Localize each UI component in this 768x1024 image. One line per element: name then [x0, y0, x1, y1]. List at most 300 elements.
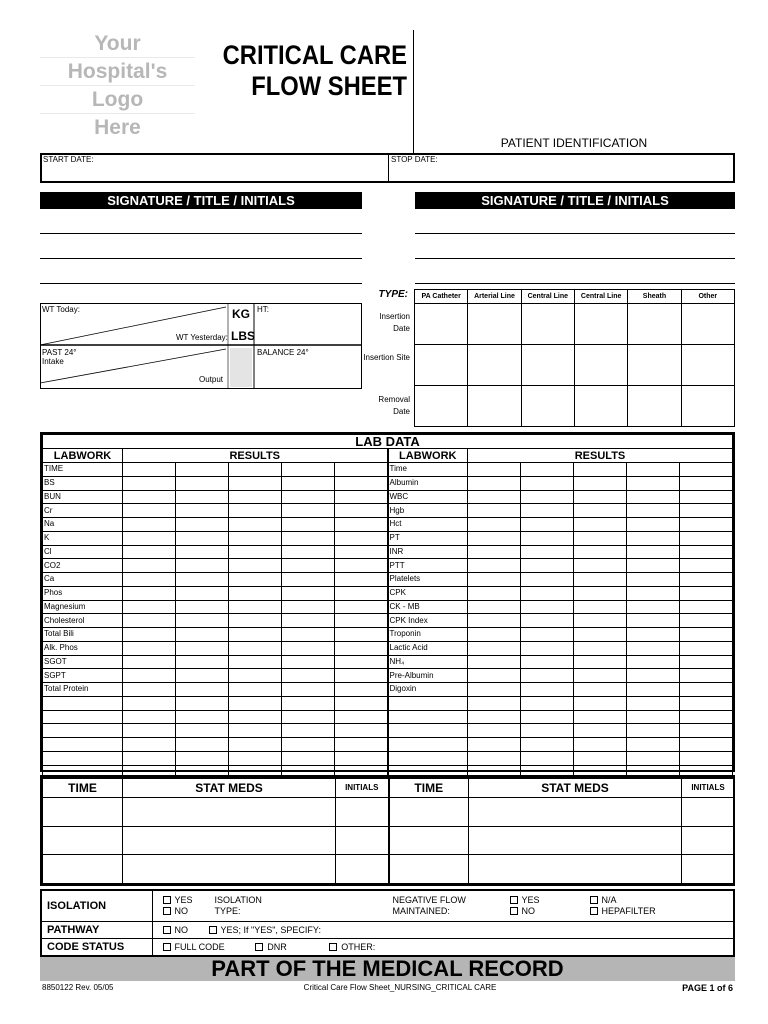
lab-result-cell[interactable]	[176, 655, 229, 669]
lab-result-cell[interactable]	[335, 545, 388, 559]
lab-result-cell[interactable]	[123, 504, 176, 518]
lab-item-label: SGOT	[43, 655, 123, 669]
lab-result-cell[interactable]	[521, 641, 574, 655]
lab-result-cell[interactable]	[468, 490, 521, 504]
lab-result-cell[interactable]	[335, 476, 388, 490]
dnr-option[interactable]: DNR	[255, 942, 287, 952]
lab-result-cell[interactable]	[468, 545, 521, 559]
labwork-header: LABWORK	[43, 449, 123, 463]
hospital-logo-placeholder	[40, 30, 195, 142]
stat-meds-header: STAT MEDS	[123, 778, 336, 798]
lab-result-cell[interactable]	[282, 490, 335, 504]
lab-result-cell[interactable]	[176, 573, 229, 587]
lab-result-cell[interactable]	[176, 710, 229, 724]
lab-result-cell[interactable]	[468, 751, 521, 765]
lab-result-cell[interactable]	[627, 531, 680, 545]
lab-result-cell[interactable]	[521, 710, 574, 724]
lab-result-cell[interactable]	[468, 518, 521, 532]
lab-item-label	[388, 696, 468, 710]
lab-result-cell[interactable]	[282, 545, 335, 559]
lab-result-cell[interactable]	[574, 724, 627, 738]
lab-result-cell[interactable]	[176, 600, 229, 614]
lab-result-cell[interactable]	[680, 628, 733, 642]
lab-result-cell[interactable]	[282, 600, 335, 614]
wt-today-label: WT Today:	[42, 305, 80, 314]
checkbox-icon[interactable]	[163, 943, 171, 951]
lab-result-cell[interactable]	[176, 463, 229, 477]
lab-item-label: Magnesium	[43, 600, 123, 614]
lab-result-cell[interactable]	[123, 518, 176, 532]
lab-result-cell[interactable]	[282, 724, 335, 738]
lab-result-cell[interactable]	[627, 614, 680, 628]
lab-result-cell[interactable]	[521, 463, 574, 477]
lab-result-cell[interactable]	[468, 669, 521, 683]
lab-result-cell[interactable]	[521, 559, 574, 573]
lab-result-cell[interactable]	[468, 559, 521, 573]
lab-result-cell[interactable]	[627, 463, 680, 477]
lab-item-label: SGPT	[43, 669, 123, 683]
lab-item-label: CK - MB	[388, 600, 468, 614]
lab-result-cell[interactable]	[282, 614, 335, 628]
lab-result-cell[interactable]	[335, 531, 388, 545]
negative-flow-no-option[interactable]: NO	[510, 906, 536, 917]
lab-row	[43, 559, 733, 573]
lab-item-label: Cr	[43, 504, 123, 518]
lab-result-cell[interactable]	[680, 476, 733, 490]
lab-result-cell[interactable]	[123, 751, 176, 765]
lab-result-cell[interactable]	[521, 655, 574, 669]
lab-result-cell[interactable]	[335, 586, 388, 600]
lab-result-cell[interactable]	[468, 600, 521, 614]
lab-result-cell[interactable]	[680, 655, 733, 669]
isolation-no-option[interactable]: NO	[163, 906, 189, 917]
lab-item-label: Ca	[43, 573, 123, 587]
lab-result-cell[interactable]	[574, 586, 627, 600]
lab-result-cell[interactable]	[282, 586, 335, 600]
lab-result-cell[interactable]	[176, 628, 229, 642]
lab-result-cell[interactable]	[229, 573, 282, 587]
lab-item-label: PT	[388, 531, 468, 545]
lab-result-cell[interactable]	[335, 518, 388, 532]
checkbox-icon[interactable]	[329, 943, 337, 951]
lab-result-cell[interactable]	[627, 738, 680, 752]
lab-result-cell[interactable]	[521, 669, 574, 683]
lab-result-cell[interactable]	[229, 696, 282, 710]
lab-result-cell[interactable]	[627, 751, 680, 765]
lab-result-cell[interactable]	[574, 683, 627, 697]
lab-result-cell[interactable]	[335, 751, 388, 765]
stat-meds-header: STAT MEDS	[469, 778, 682, 798]
isolation-yes-option[interactable]: YES	[163, 895, 193, 906]
negative-flow-yes-option[interactable]: YES	[510, 895, 540, 906]
lab-row	[43, 518, 733, 532]
lab-result-cell[interactable]	[282, 710, 335, 724]
checkbox-icon[interactable]	[510, 907, 518, 915]
lab-result-cell[interactable]	[627, 655, 680, 669]
lab-result-cell[interactable]	[521, 573, 574, 587]
lab-result-cell[interactable]	[229, 476, 282, 490]
lab-result-cell[interactable]	[521, 545, 574, 559]
lab-result-cell[interactable]	[574, 655, 627, 669]
lab-result-cell[interactable]	[123, 463, 176, 477]
lab-result-cell[interactable]	[282, 669, 335, 683]
lab-result-cell[interactable]	[627, 600, 680, 614]
lab-result-cell[interactable]	[229, 545, 282, 559]
lab-result-cell[interactable]	[627, 490, 680, 504]
lab-result-cell[interactable]	[229, 655, 282, 669]
lab-result-cell[interactable]	[574, 531, 627, 545]
lab-result-cell[interactable]	[229, 518, 282, 532]
lab-result-cell[interactable]	[680, 573, 733, 587]
signature-line[interactable]	[40, 258, 362, 259]
lab-result-cell[interactable]	[335, 696, 388, 710]
lab-result-cell[interactable]	[468, 463, 521, 477]
lab-result-cell[interactable]	[627, 696, 680, 710]
lab-result-cell[interactable]	[627, 586, 680, 600]
lab-result-cell[interactable]	[680, 559, 733, 573]
dates-box	[40, 153, 735, 183]
checkbox-icon[interactable]	[255, 943, 263, 951]
lab-result-cell[interactable]	[574, 573, 627, 587]
lab-result-cell[interactable]	[282, 628, 335, 642]
lab-result-cell[interactable]	[335, 669, 388, 683]
device-col-central-line-2: Central Line	[574, 290, 627, 304]
lab-result-cell[interactable]	[335, 655, 388, 669]
lab-item-label: WBC	[388, 490, 468, 504]
lab-result-cell[interactable]	[627, 710, 680, 724]
lab-result-cell[interactable]	[468, 628, 521, 642]
lab-row	[43, 490, 733, 504]
lab-result-cell[interactable]	[680, 710, 733, 724]
lab-result-cell[interactable]	[123, 545, 176, 559]
lab-result-cell[interactable]	[282, 463, 335, 477]
lab-result-cell[interactable]	[282, 641, 335, 655]
lab-result-cell[interactable]	[123, 710, 176, 724]
kg-unit: KG	[232, 307, 250, 321]
lab-result-cell[interactable]	[123, 683, 176, 697]
lab-result-cell[interactable]	[229, 751, 282, 765]
lab-row	[43, 710, 733, 724]
lbs-unit: LBS	[231, 329, 255, 343]
lab-result-cell[interactable]	[574, 669, 627, 683]
lab-result-cell[interactable]	[123, 628, 176, 642]
lab-result-cell[interactable]	[176, 504, 229, 518]
lab-result-cell[interactable]	[282, 573, 335, 587]
lab-result-cell[interactable]	[680, 600, 733, 614]
lab-result-cell[interactable]	[574, 559, 627, 573]
lab-result-cell[interactable]	[680, 545, 733, 559]
lab-row	[43, 751, 733, 765]
lab-result-cell[interactable]	[123, 614, 176, 628]
lab-result-cell[interactable]	[521, 504, 574, 518]
start-date-field[interactable]: START DATE:	[43, 155, 94, 164]
lab-result-cell[interactable]	[282, 559, 335, 573]
lab-result-cell[interactable]	[521, 586, 574, 600]
lab-result-cell[interactable]	[176, 696, 229, 710]
lab-result-cell[interactable]	[229, 710, 282, 724]
lab-result-cell[interactable]	[468, 573, 521, 587]
lab-result-cell[interactable]	[468, 655, 521, 669]
lab-result-cell[interactable]	[123, 738, 176, 752]
lab-result-cell[interactable]	[521, 476, 574, 490]
lab-result-cell[interactable]	[521, 490, 574, 504]
checkbox-icon[interactable]	[163, 907, 171, 915]
lab-result-cell[interactable]	[229, 586, 282, 600]
device-col-central-line: Central Line	[521, 290, 574, 304]
lab-result-cell[interactable]	[176, 490, 229, 504]
lab-result-cell[interactable]	[680, 518, 733, 532]
lab-result-cell[interactable]	[680, 504, 733, 518]
lab-result-cell[interactable]	[574, 518, 627, 532]
lab-result-cell[interactable]	[123, 586, 176, 600]
lab-result-cell[interactable]	[468, 476, 521, 490]
lab-result-cell[interactable]	[335, 628, 388, 642]
checkbox-icon[interactable]	[510, 896, 518, 904]
checkbox-icon[interactable]	[590, 907, 598, 915]
lab-item-label: Cholesterol	[43, 614, 123, 628]
lab-result-cell[interactable]	[176, 586, 229, 600]
lab-result-cell[interactable]	[282, 655, 335, 669]
results-header: RESULTS	[468, 449, 733, 463]
lab-result-cell[interactable]	[335, 641, 388, 655]
lab-result-cell[interactable]	[468, 683, 521, 697]
lab-result-cell[interactable]	[521, 683, 574, 697]
lab-row	[43, 683, 733, 697]
signature-line[interactable]	[415, 233, 735, 234]
past24-label: PAST 24°	[42, 348, 77, 357]
lab-result-cell[interactable]	[574, 628, 627, 642]
pathway-label: PATHWAY	[42, 921, 152, 938]
lab-result-cell[interactable]	[521, 724, 574, 738]
lab-result-cell[interactable]	[229, 641, 282, 655]
lab-result-cell[interactable]	[627, 518, 680, 532]
lab-result-cell[interactable]	[229, 490, 282, 504]
lab-row	[43, 531, 733, 545]
lab-result-cell[interactable]	[176, 559, 229, 573]
lab-result-cell[interactable]	[468, 724, 521, 738]
wt-yesterday-label: WT Yesterday:	[176, 333, 228, 342]
lab-result-cell[interactable]	[176, 724, 229, 738]
checkbox-icon[interactable]	[163, 926, 171, 934]
lab-result-cell[interactable]	[521, 614, 574, 628]
lab-result-cell[interactable]	[574, 751, 627, 765]
lab-result-cell[interactable]	[468, 710, 521, 724]
lab-result-cell[interactable]	[123, 476, 176, 490]
lab-result-cell[interactable]	[680, 683, 733, 697]
lab-row	[43, 641, 733, 655]
pathway-yes-option[interactable]: YES; If "YES", SPECIFY:	[209, 925, 321, 935]
lab-result-cell[interactable]	[229, 669, 282, 683]
lab-item-label: CPK Index	[388, 614, 468, 628]
lab-result-cell[interactable]	[574, 710, 627, 724]
lab-result-cell[interactable]	[229, 614, 282, 628]
lab-result-cell[interactable]	[468, 586, 521, 600]
lab-result-cell[interactable]	[176, 476, 229, 490]
lab-result-cell[interactable]	[468, 696, 521, 710]
title-line-2: FLOW SHEET	[251, 71, 407, 101]
lab-result-cell[interactable]	[627, 504, 680, 518]
lab-result-cell[interactable]	[229, 724, 282, 738]
lab-result-cell[interactable]	[229, 559, 282, 573]
lab-item-label: TIME	[43, 463, 123, 477]
lab-result-cell[interactable]	[176, 683, 229, 697]
lab-result-cell[interactable]	[680, 738, 733, 752]
full-code-option[interactable]: FULL CODE	[163, 942, 225, 952]
lab-result-cell[interactable]	[229, 600, 282, 614]
lab-item-label: CO2	[43, 559, 123, 573]
lab-result-cell[interactable]	[574, 490, 627, 504]
lab-result-cell[interactable]	[123, 724, 176, 738]
lab-result-cell[interactable]	[335, 614, 388, 628]
stat-initials-header: INITIALS	[682, 778, 735, 798]
lab-result-cell[interactable]	[282, 738, 335, 752]
form-title	[220, 40, 407, 102]
lab-result-cell[interactable]	[176, 738, 229, 752]
lab-result-cell[interactable]	[521, 518, 574, 532]
isolation-label: ISOLATION	[42, 891, 152, 921]
lab-result-cell[interactable]	[123, 531, 176, 545]
results-header: RESULTS	[123, 449, 388, 463]
page-number: PAGE 1 of 6	[682, 983, 733, 993]
signature-line[interactable]	[415, 283, 735, 284]
lab-result-cell[interactable]	[521, 751, 574, 765]
lab-result-cell[interactable]	[335, 463, 388, 477]
lab-result-cell[interactable]	[176, 614, 229, 628]
lab-item-label	[43, 696, 123, 710]
lab-result-cell[interactable]	[123, 641, 176, 655]
lab-result-cell[interactable]	[574, 545, 627, 559]
lab-result-cell[interactable]	[176, 669, 229, 683]
lab-result-cell[interactable]	[521, 696, 574, 710]
lab-result-cell[interactable]	[176, 641, 229, 655]
lab-result-cell[interactable]	[627, 641, 680, 655]
lab-result-cell[interactable]	[627, 573, 680, 587]
lab-result-cell[interactable]	[176, 545, 229, 559]
lab-result-cell[interactable]	[574, 614, 627, 628]
checkbox-icon[interactable]	[590, 896, 598, 904]
lab-result-cell[interactable]	[627, 628, 680, 642]
pathway-no-option[interactable]: NO	[163, 925, 189, 935]
lab-result-cell[interactable]	[680, 696, 733, 710]
lab-result-cell[interactable]	[627, 476, 680, 490]
stat-time-header: TIME	[389, 778, 469, 798]
lab-result-cell[interactable]	[468, 504, 521, 518]
lab-result-cell[interactable]	[627, 545, 680, 559]
lab-result-cell[interactable]	[335, 490, 388, 504]
lab-result-cell[interactable]	[176, 751, 229, 765]
lab-result-cell[interactable]	[627, 559, 680, 573]
lab-result-cell[interactable]	[229, 628, 282, 642]
lab-result-cell[interactable]	[282, 531, 335, 545]
stop-date-field[interactable]: STOP DATE:	[391, 155, 438, 164]
checkbox-icon[interactable]	[209, 926, 217, 934]
lab-result-cell[interactable]	[335, 573, 388, 587]
lab-data-title: LAB DATA	[43, 435, 733, 449]
lab-result-cell[interactable]	[680, 586, 733, 600]
lab-result-cell[interactable]	[627, 669, 680, 683]
lab-result-cell[interactable]	[123, 669, 176, 683]
lab-result-cell[interactable]	[680, 614, 733, 628]
lab-data-table	[42, 434, 733, 779]
lab-result-cell[interactable]	[680, 751, 733, 765]
lab-result-cell[interactable]	[468, 531, 521, 545]
lab-result-cell[interactable]	[574, 600, 627, 614]
lab-result-cell[interactable]	[229, 531, 282, 545]
lab-result-cell[interactable]	[574, 738, 627, 752]
lab-result-cell[interactable]	[521, 628, 574, 642]
lab-result-cell[interactable]	[123, 600, 176, 614]
patient-identification-label: PATIENT IDENTIFICATION	[500, 136, 648, 150]
lab-result-cell[interactable]	[680, 490, 733, 504]
other-option[interactable]: OTHER:	[329, 942, 375, 952]
lab-result-cell[interactable]	[335, 738, 388, 752]
stat-row	[43, 798, 735, 827]
lab-result-cell[interactable]	[680, 531, 733, 545]
lab-result-cell[interactable]	[123, 559, 176, 573]
lab-result-cell[interactable]	[521, 531, 574, 545]
lab-result-cell[interactable]	[680, 724, 733, 738]
lab-result-cell[interactable]	[468, 641, 521, 655]
lab-result-cell[interactable]	[680, 641, 733, 655]
status-table	[42, 891, 733, 955]
lab-result-cell[interactable]	[574, 476, 627, 490]
hepafilter-option[interactable]: HEPAFILTER	[590, 906, 656, 917]
lab-result-cell[interactable]	[627, 724, 680, 738]
lab-result-cell[interactable]	[229, 463, 282, 477]
checkbox-icon[interactable]	[163, 896, 171, 904]
lab-result-cell[interactable]	[282, 518, 335, 532]
lab-result-cell[interactable]	[574, 463, 627, 477]
lab-result-cell[interactable]	[282, 696, 335, 710]
lab-result-cell[interactable]	[680, 463, 733, 477]
lab-result-cell[interactable]	[176, 531, 229, 545]
lab-result-cell[interactable]	[123, 573, 176, 587]
lab-result-cell[interactable]	[335, 683, 388, 697]
lab-result-cell[interactable]	[229, 504, 282, 518]
lab-result-cell[interactable]	[123, 490, 176, 504]
lab-result-cell[interactable]	[229, 683, 282, 697]
na-option[interactable]: N/A	[590, 895, 617, 906]
lab-result-cell[interactable]	[521, 738, 574, 752]
lab-result-cell[interactable]	[468, 614, 521, 628]
lab-result-cell[interactable]	[468, 738, 521, 752]
lab-result-cell[interactable]	[574, 504, 627, 518]
lab-result-cell[interactable]	[680, 669, 733, 683]
lab-result-cell[interactable]	[627, 683, 680, 697]
lab-result-cell[interactable]	[282, 751, 335, 765]
lab-result-cell[interactable]	[335, 724, 388, 738]
lab-result-cell[interactable]	[335, 559, 388, 573]
lab-item-label: INR	[388, 545, 468, 559]
lab-result-cell[interactable]	[282, 476, 335, 490]
signature-line[interactable]	[40, 283, 362, 284]
lab-result-cell[interactable]	[335, 600, 388, 614]
lab-result-cell[interactable]	[229, 738, 282, 752]
lab-result-cell[interactable]	[176, 518, 229, 532]
lab-result-cell[interactable]	[574, 641, 627, 655]
lab-result-cell[interactable]	[123, 655, 176, 669]
lab-result-cell[interactable]	[521, 600, 574, 614]
lab-result-cell[interactable]	[282, 683, 335, 697]
lab-result-cell[interactable]	[335, 710, 388, 724]
lab-result-cell[interactable]	[574, 696, 627, 710]
lab-result-cell[interactable]	[335, 504, 388, 518]
stat-row	[43, 855, 735, 884]
lab-result-cell[interactable]	[282, 504, 335, 518]
signature-line[interactable]	[40, 233, 362, 234]
signature-line[interactable]	[415, 258, 735, 259]
lab-result-cell[interactable]	[123, 696, 176, 710]
